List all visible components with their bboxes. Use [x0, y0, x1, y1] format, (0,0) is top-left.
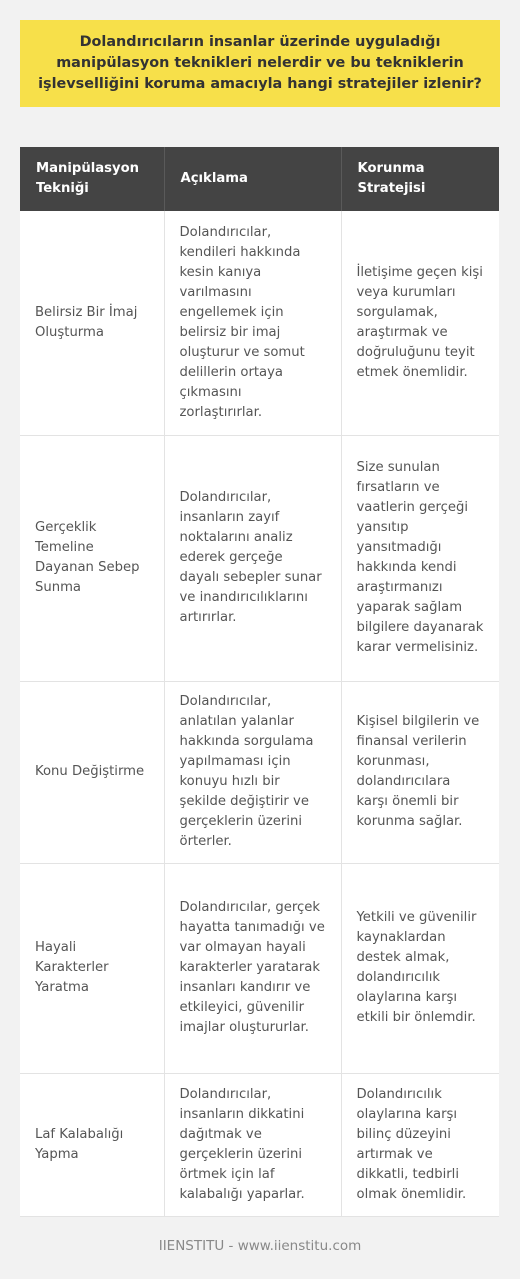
table-row [20, 863, 499, 1073]
table-header-row [20, 147, 499, 211]
strategy-cell: Kişisel bilgilerin ve finansal verilerin korunması, dolandırıcılara karşı önemli bir korunma sağlar. [341, 681, 499, 863]
header-strategy: Korunma Stratejisi [341, 147, 499, 211]
table-row [20, 681, 499, 863]
description-cell: Dolandırıcılar, kendileri hakkında kesin kanıya varılmasını engellemek için belirsiz bir imaj oluşturur ve somut delillerin ortaya çıkmasını zorlaştırırlar. [164, 211, 341, 435]
technique-cell: Hayali Karakterler Yaratma [20, 863, 164, 1073]
description-cell: Dolandırıcılar, insanların zayıf noktalarını analiz ederek gerçeğe dayalı sebepler sunar ve inandırıcılıklarını artırırlar. [164, 435, 341, 681]
description-cell: Dolandırıcılar, anlatılan yalanlar hakkında sorgulama yapılmaması için konuyu hızlı bir şekilde değiştirir ve gerçeklerin üzerini örterler. [164, 681, 341, 863]
table-row [20, 435, 499, 681]
techniques-table [20, 147, 499, 1217]
footer-credit: IIENSTITU - www.iienstitu.com [158, 1238, 362, 1254]
strategy-cell: İletişime geçen kişi veya kurumları sorgulamak, araştırmak ve doğruluğunu teyit etmek önemlidir. [341, 211, 499, 435]
page-title: Dolandırıcıların insanlar üzerinde uyguladığı manipülasyon teknikleri nelerdir ve bu tekniklerin işlevselliğini koruma amacıyla hangi stratejiler izlenir? [38, 33, 482, 93]
description-cell: Dolandırıcılar, insanların dikkatini dağıtmak ve gerçeklerin üzerini örtmek için laf kalabalığı yaparlar. [164, 1073, 341, 1216]
technique-cell: Laf Kalabalığı Yapma [20, 1073, 164, 1216]
technique-cell: Konu Değiştirme [20, 681, 164, 863]
table-row [20, 211, 499, 435]
technique-cell: Belirsiz Bir İmaj Oluşturma [20, 211, 164, 435]
strategy-cell: Dolandırıcılık olaylarına karşı bilinç düzeyini artırmak ve dikkatli, tedbirli olmak önemlidir. [341, 1073, 499, 1216]
technique-cell: Gerçeklik Temeline Dayanan Sebep Sunma [20, 435, 164, 681]
strategy-cell: Yetkili ve güvenilir kaynaklardan destek almak, dolandırıcılık olaylarına karşı etkili bir önlemdir. [341, 863, 499, 1073]
header-technique: Manipülasyon Tekniği [20, 147, 164, 211]
strategy-cell: Size sunulan fırsatların ve vaatlerin gerçeği yansıtıp yansıtmadığı hakkında kendi araştırmanızı yaparak sağlam bilgilere dayanarak karar vermelisiniz. [341, 435, 499, 681]
title-banner [20, 20, 500, 107]
table-row [20, 1073, 499, 1216]
description-cell: Dolandırıcılar, gerçek hayatta tanımadığı ve var olmayan hayali karakterler yaratarak insanları kandırır ve etkileyici, güvenilir imajlar oluştururlar. [164, 863, 341, 1073]
header-description: Açıklama [164, 147, 341, 211]
